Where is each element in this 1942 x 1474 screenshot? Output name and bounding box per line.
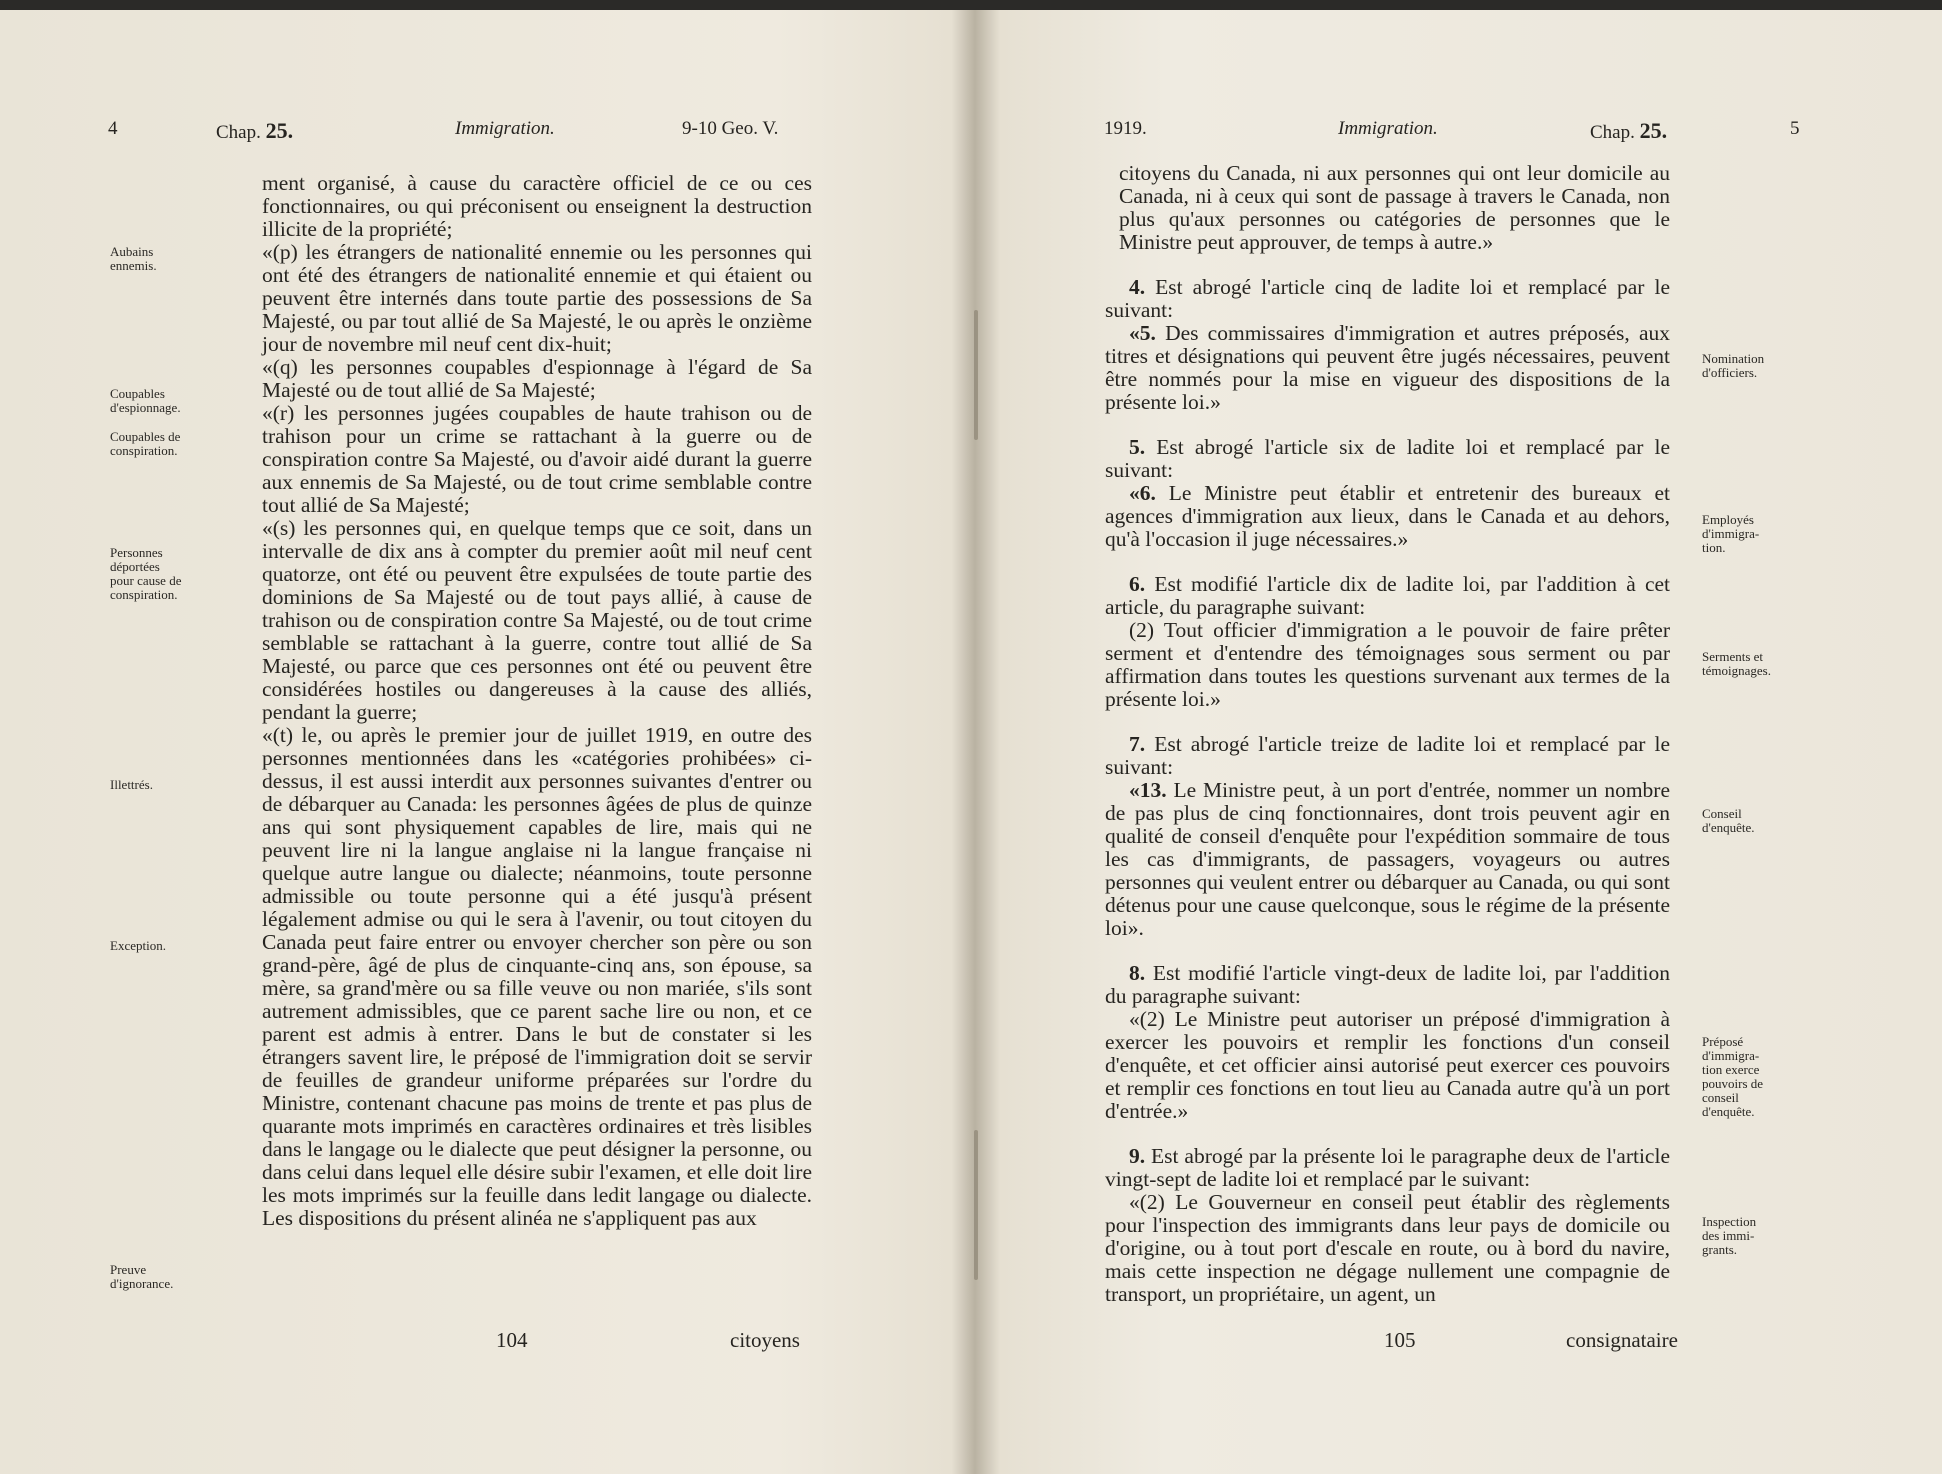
section-number: 4. (1129, 275, 1146, 299)
left-chapter (216, 118, 293, 144)
right-catchword: consignataire (1566, 1328, 1678, 1352)
margin-note: Conseil d'enquête. (1702, 806, 1755, 835)
section-intro: 4. Est abrogé l'article cinq de ladite loi et remplacé par le suivant: (1105, 275, 1671, 322)
right-year: 1919. (1104, 118, 1147, 139)
section-number: 6. (1129, 572, 1146, 596)
right-chap-label: Chap. (1590, 122, 1635, 143)
margin-note: Nomination d'officiers. (1702, 351, 1765, 380)
left-catchword: citoyens (730, 1328, 800, 1352)
margin-note: Exception. (110, 938, 166, 953)
section-intro: 8. Est modifié l'article vingt-deux de ladite loi, par l'addition du paragraphe suivant: (1105, 961, 1671, 1008)
section-number: 5. (1129, 435, 1146, 459)
right-chap-number: 25. (1639, 118, 1668, 143)
margin-note: Préposé d'immigra- tion exerce pouvoirs de conseil d'enquête. (1702, 1034, 1764, 1119)
paragraph: ment organisé, à cause du caractère officiel de ce ou ces fonctionnaires, ou qui préconisent ou enseignent la destruction illicite de la propriété; (262, 171, 812, 241)
margin-note: Coupables d'espionnage. (110, 386, 181, 415)
paragraph: «(t) le, ou après le premier jour de juillet 1919, en outre des personnes mentionnées dans les «catégories prohibées» ci-dessus, il est aussi interdit aux personnes suivantes d'entrer ou de débarquer au Canada: les personnes âgées de plus de quinze ans qui sont physiquement capables de lire, mais qui ne peuvent lire ni la langue anglaise ni la langue française ni quelque autre langue ou dialecte; néanmoins, toute personne admissible ou toute personne qui a été jusqu'à présent légalement admise ou qui le sera à l'avenir, ou tout citoyen du Canada peut faire entrer ou envoyer chercher son père ou son grand-père, âgé de plus de cinquante-cinq ans, son épouse, sa mère, sa grand'mère ou sa fille veuve ou non mariée, s'ils sont autrement admissibles, que ce parent sache lire ou non, et ce parent est admis à entrer. Dans le but de constater si les étrangers savent lire, le préposé de l'immigration doit se servir de feuilles de grandeur uniforme préparées sur l'ordre du Ministre, contenant chacune pas moins de trente et pas plus de quarante mots imprimés en caractères ordinaires et très lisibles dans le langage ou le dialecte que peut désigner la personne, ou dans celui dans lequel elle désire subir l'examen, et elle doit lire les mots imprimés sur la feuille dans ledit langage ou dialecte. Les dispositions du présent alinéa ne s'appliquent pas aux (262, 723, 812, 1230)
left-page-number: 4 (108, 118, 118, 139)
left-folio: 104 (496, 1328, 528, 1352)
right-running-title: Immigration. (1338, 118, 1438, 139)
left-chap-label: Chap. (216, 122, 261, 143)
margin-note: Preuve d'ignorance. (110, 1262, 174, 1291)
section-intro: 5. Est abrogé l'article six de ladite loi et remplacé par le suivant: (1105, 435, 1671, 482)
right-page-number: 5 (1790, 118, 1800, 139)
section-number: 9. (1129, 1144, 1146, 1168)
left-regnal-year: 9-10 Geo. V. (682, 118, 779, 139)
left-chap-number: 25. (265, 118, 294, 143)
left-running-title: Immigration. (455, 118, 555, 139)
margin-note: Inspection des immi- grants. (1702, 1214, 1757, 1257)
right-page (972, 10, 1942, 1474)
right-body-text (1105, 162, 1670, 1306)
section-number: 8. (1129, 961, 1146, 985)
section-intro: 9. Est abrogé par la présente loi le paragraphe deux de l'article vingt-sept de ladite loi et remplacé par le suivant: (1105, 1144, 1670, 1191)
margin-note: Illettrés. (110, 777, 153, 792)
margin-note: Serments et témoignages. (1702, 649, 1771, 678)
paragraph: citoyens du Canada, ni aux personnes qui ont leur domicile au Canada, ni à ceux qui sont de passage à travers le Canada, non plus qu'aux personnes ou catégories de personnes que le Ministre peut approuver, de temps à autre.» (1119, 161, 1670, 254)
margin-note: Coupables de conspiration. (110, 429, 181, 458)
paragraph: «(p) les étrangers de nationalité ennemie ou les personnes qui ont été des étrangers de nationalité ennemie et qui étaient ou peuvent être internés dans toute partie des possessions de Sa Majesté, ou par tout allié de Sa Majesté, le ou après le onzième jour de novembre mil neuf cent dix-huit; (262, 240, 812, 356)
book-spread (0, 10, 1942, 1474)
section-quote: «(2) Le Ministre peut autoriser un préposé d'immigration à exercer les pouvoirs et remplir les fonctions d'un conseil d'enquête, et cet officier ainsi autorisé peut exercer ces pouvoirs et remplir ces fonctions en tout lieu au Canada autre qu'à un port d'entrée.» (1105, 1007, 1670, 1123)
paragraph: «(q) les personnes coupables d'espionnage à l'égard de Sa Majesté ou de tout allié de Sa Majesté; (262, 355, 812, 402)
section-quote: «(2) Le Gouverneur en conseil peut établir des règlements pour l'inspection des immigrants dans leur pays de domicile ou d'origine, ou à tout port d'escale en route, ou à bord du navire, mais cette inspection ne dégage nullement une compagnie de transport, un propriétaire, un agent, un (1105, 1190, 1670, 1306)
left-body-text (262, 172, 812, 1230)
left-page (0, 10, 970, 1474)
paragraph: «(s) les personnes qui, en quelque temps que ce soit, dans un intervalle de dix ans à compter du premier août mil neuf cent quatorze, ont été ou peuvent être expulsées de toute partie des dominions de Sa Majesté ou de tout pays allié, à cause de trahison ou de conspiration contre Sa Majesté, ou de tout crime semblable se rattachant à la guerre, contre tout allié de Sa Majesté, ou parce que ces personnes ont été ou peuvent être considérées hostiles ou dangereuses à la cause des alliés, pendant la guerre; (262, 516, 812, 724)
section-quote: (2) Tout officier d'immigration a le pouvoir de faire prêter serment et d'entendre des témoignages sous serment ou par affirmation dans toutes les questions survenant aux termes de la présente loi.» (1105, 618, 1670, 711)
margin-note: Personnes déportées pour cause de conspiration. (110, 545, 182, 602)
section-quote: «6. Le Ministre peut établir et entretenir des bureaux et agences d'immigration aux lieux, dans le Canada et au dehors, qu'à l'occasion il juge nécessaires.» (1105, 481, 1670, 551)
section-quote: «5. Des commissaires d'immigration et autres préposés, aux titres et désignations qui peuvent être jugés nécessaires, peuvent être nommés pour la mise en vigueur des dispositions de la présente loi.» (1105, 321, 1671, 414)
right-folio: 105 (1384, 1328, 1416, 1352)
section-number: 7. (1129, 732, 1146, 756)
right-chapter (1590, 118, 1667, 144)
section-quote: «13. Le Ministre peut, à un port d'entrée, nommer un nombre de pas plus de cinq fonctionnaires, dont trois peuvent agir en qualité de conseil d'enquête pour l'expédition sommaire de tous les cas d'immigrants, de passagers, voyageurs ou autres personnes qui veulent entrer ou débarquer au Canada, ou qui sont détenus pour une cause quelconque, sous le régime de la présente loi». (1105, 778, 1670, 940)
section-intro: 6. Est modifié l'article dix de ladite loi, par l'addition à cet article, du paragraphe suivant: (1105, 572, 1671, 619)
section-intro: 7. Est abrogé l'article treize de ladite loi et remplacé par le suivant: (1105, 732, 1671, 779)
margin-note: Aubains ennemis. (110, 244, 157, 273)
paragraph: «(r) les personnes jugées coupables de haute trahison ou de trahison pour un crime se rattachant à la guerre ou de conspiration contre Sa Majesté, ou d'avoir aidé durant la guerre aux ennemis de Sa Majesté, ou de tout crime semblable contre tout allié de Sa Majesté; (262, 401, 812, 517)
margin-note: Employés d'immigra- tion. (1702, 512, 1760, 555)
